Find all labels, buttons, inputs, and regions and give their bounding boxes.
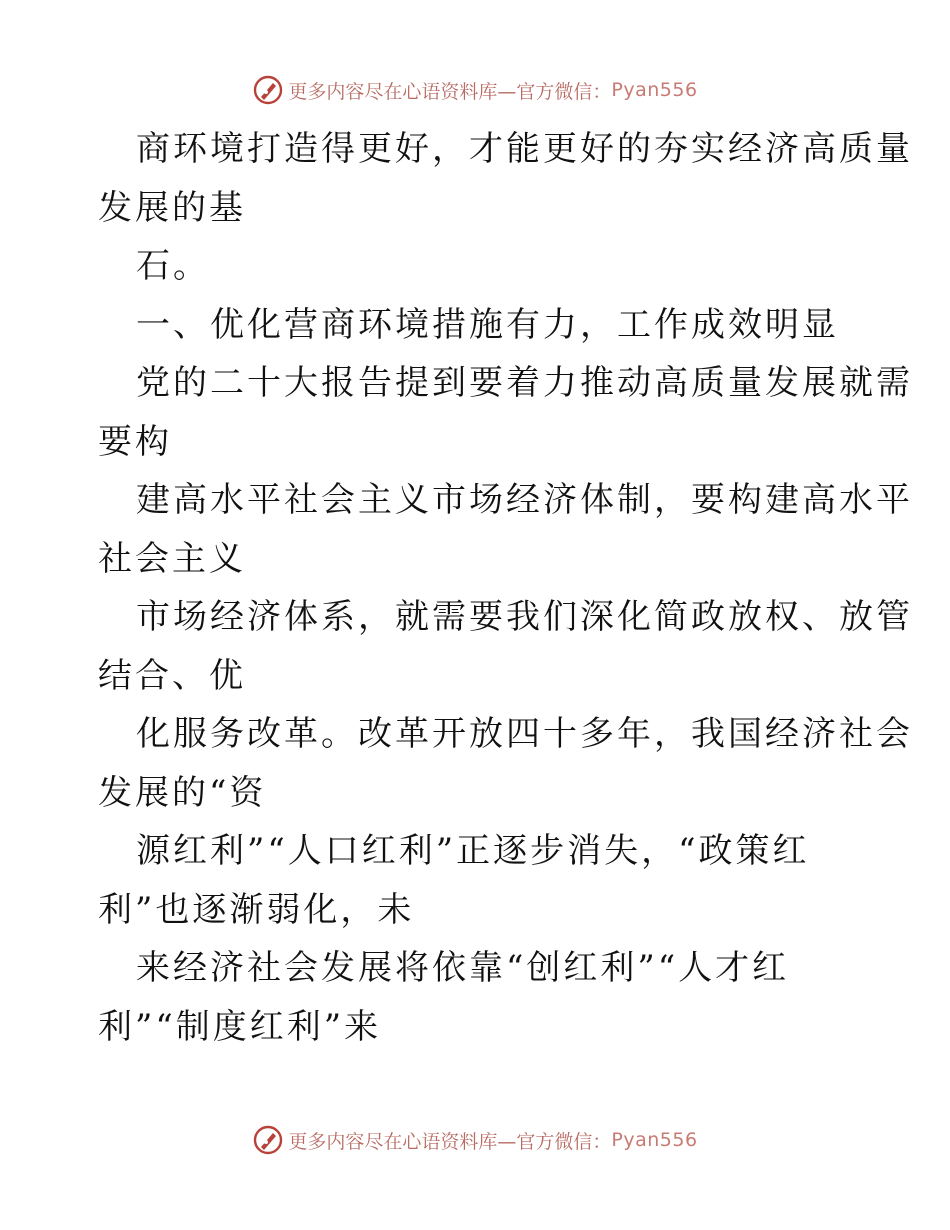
paragraph-line: 结合、优: [98, 655, 246, 696]
paragraph-line: 建高水平社会主义市场经济体制，要构建高水平: [136, 480, 913, 520]
pen-nib-seal-icon: [252, 1124, 284, 1156]
document-body: [98, 120, 913, 1056]
section-heading: 一、优化营商环境措施有力，工作成效明显: [136, 304, 839, 345]
paragraph-line: 发展的基: [98, 187, 246, 228]
paragraph-line: 源红利”“人口红利”正逐步消失，“政策红: [136, 831, 810, 871]
paragraph-line: 发展的“资: [98, 772, 267, 813]
paragraph-line: 党的二十大报告提到要着力推动高质量发展就需: [136, 363, 913, 403]
paragraph-line: 社会主义: [98, 538, 246, 579]
footer-watermark: [0, 1120, 950, 1160]
watermark-id: Pyan556: [611, 79, 698, 101]
paragraph-line: 商环境打造得更好，才能更好的夯实经济高质量: [136, 129, 913, 169]
watermark-text: 更多内容尽在心语资料库—官方微信：: [288, 1130, 612, 1153]
paragraph-line: 要构: [98, 421, 172, 462]
paragraph-line: 利”也逐渐弱化，未: [98, 889, 415, 930]
paragraph-line: 利”“制度红利”来: [98, 1006, 382, 1047]
watermark-id: Pyan556: [611, 1129, 698, 1151]
paragraph-line: 市场经济体系，就需要我们深化简政放权、放管: [136, 597, 913, 637]
watermark-text: 更多内容尽在心语资料库—官方微信：: [288, 80, 612, 103]
paragraph-line: 石。: [136, 246, 210, 286]
paragraph-line: 化服务改革。改革开放四十多年，我国经济社会: [136, 714, 913, 754]
header-watermark: [0, 70, 950, 110]
paragraph-line: 来经济社会发展将依靠“创红利”“人才红: [136, 948, 790, 988]
pen-nib-seal-icon: [252, 74, 284, 106]
